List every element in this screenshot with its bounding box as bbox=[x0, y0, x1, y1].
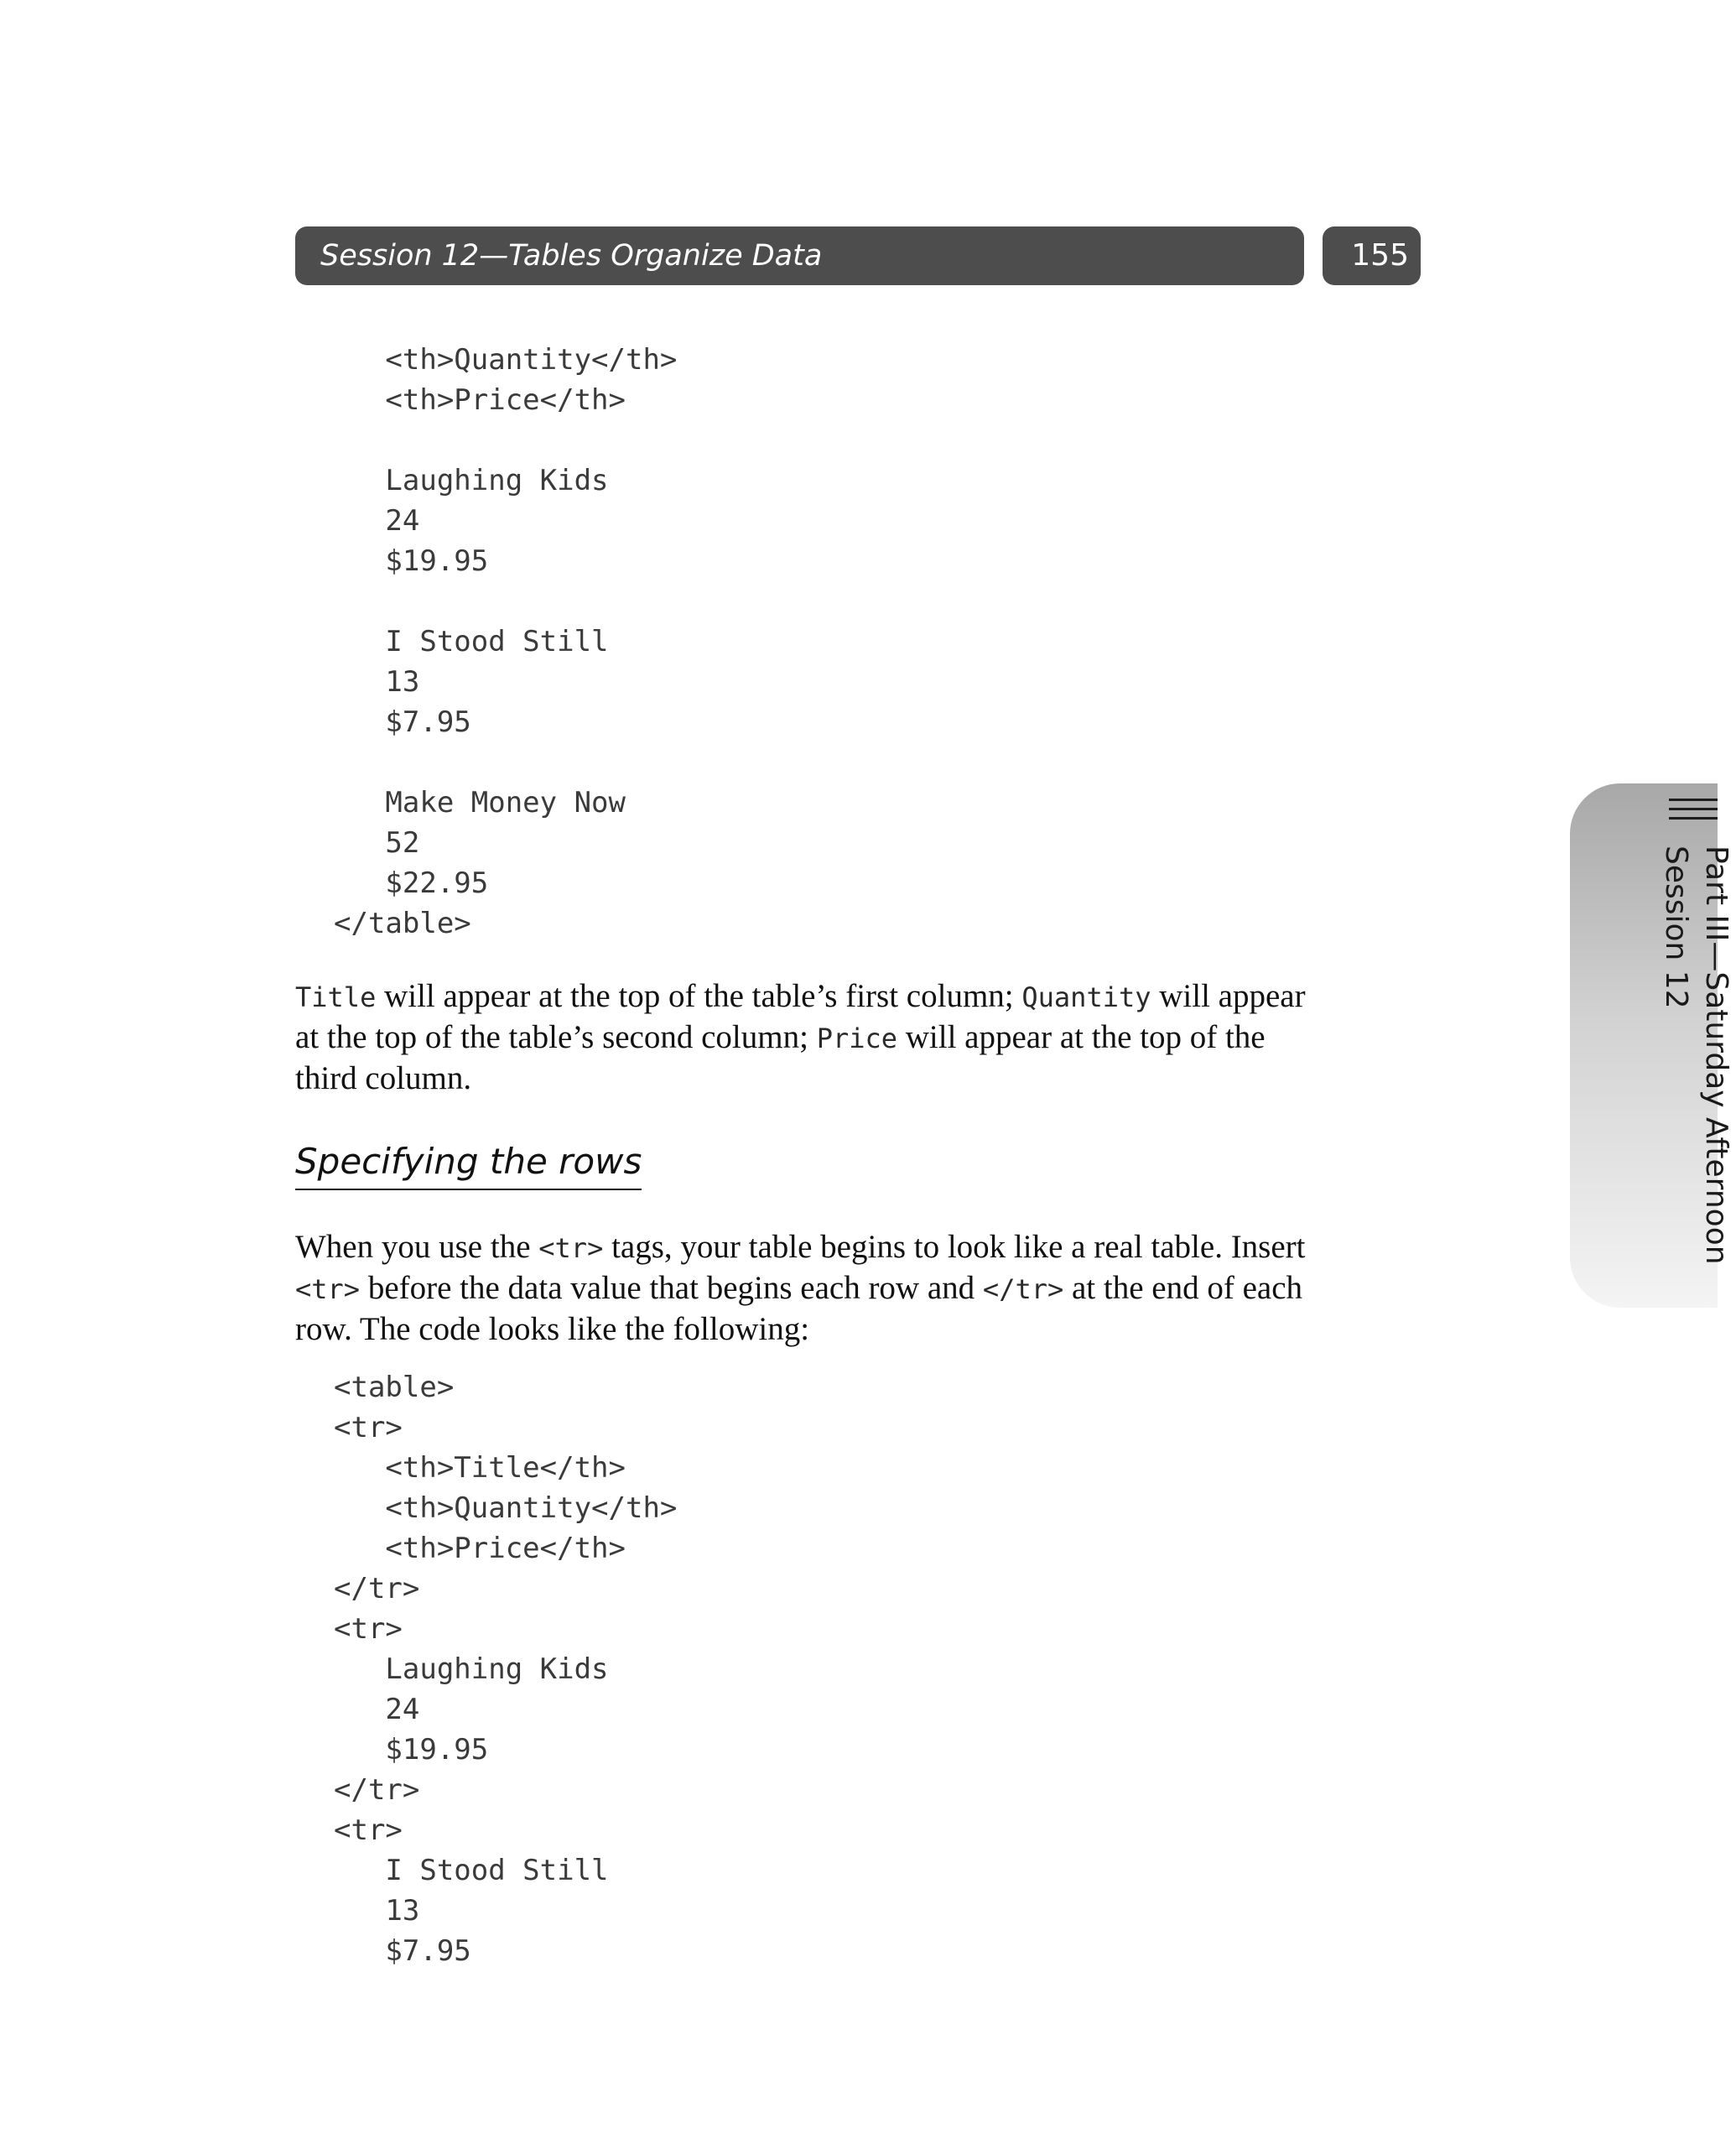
thumb-tab-part: Part III—Saturday Afternoon bbox=[1699, 846, 1733, 1265]
text-run: before the data value that begins each row and bbox=[360, 1270, 983, 1306]
code-line bbox=[334, 420, 677, 460]
code-line: <tr> bbox=[334, 1411, 403, 1444]
text-run: will appear bbox=[1151, 978, 1306, 1014]
text-run: at the end of each bbox=[1063, 1270, 1303, 1306]
text-line bbox=[295, 1017, 1419, 1059]
code-line: </tr> bbox=[334, 1773, 420, 1807]
inline-code: Title bbox=[295, 981, 377, 1013]
section-heading: Specifying the rows bbox=[295, 1137, 642, 1190]
code-line: 13 bbox=[334, 665, 420, 699]
code-line: <th>Title</th> bbox=[334, 1451, 626, 1485]
text-line bbox=[295, 1268, 1419, 1309]
code-line: Laughing Kids bbox=[334, 1652, 609, 1686]
text-run: When you use the bbox=[295, 1229, 539, 1265]
text-run: at the top of the table’s second column; bbox=[295, 1019, 817, 1055]
text-run: third column. bbox=[295, 1060, 472, 1096]
code-line: $19.95 bbox=[334, 1733, 489, 1767]
section-thumb-tab bbox=[1570, 783, 1733, 1308]
tab-decoration-lines bbox=[1669, 799, 1718, 826]
code-line: </tr> bbox=[334, 1572, 420, 1605]
code-line bbox=[334, 742, 677, 783]
paragraph-rows-explanation bbox=[295, 1227, 1419, 1350]
page-number: 155 bbox=[1351, 238, 1409, 273]
inline-code: Quantity bbox=[1021, 981, 1151, 1013]
code-line: 24 bbox=[334, 504, 420, 538]
text-run: tags, your table begins to look like a real table. Insert bbox=[603, 1229, 1306, 1265]
code-line: <table> bbox=[334, 1371, 455, 1404]
text-line bbox=[295, 1309, 1419, 1350]
code-line: <th>Quantity</th> bbox=[334, 343, 678, 377]
running-header-bar bbox=[295, 226, 1304, 285]
code-line bbox=[334, 581, 677, 622]
code-line: Laughing Kids bbox=[334, 464, 609, 497]
inline-code: </tr> bbox=[982, 1273, 1064, 1305]
text-run: row. The code looks like the following: bbox=[295, 1311, 810, 1347]
code-line: </table> bbox=[334, 907, 471, 940]
thumb-tab-label bbox=[1627, 846, 1736, 1298]
page-number-box bbox=[1323, 226, 1421, 285]
code-line: 52 bbox=[334, 826, 420, 860]
text-line bbox=[295, 976, 1419, 1017]
code-line: 13 bbox=[334, 1894, 420, 1928]
code-line: 24 bbox=[334, 1693, 420, 1726]
code-line: I Stood Still bbox=[334, 1854, 609, 1887]
inline-code: <tr> bbox=[538, 1232, 604, 1264]
code-line: <tr> bbox=[334, 1813, 403, 1847]
code-line: $22.95 bbox=[334, 866, 489, 900]
code-line: <tr> bbox=[334, 1612, 403, 1646]
code-block-table-rows bbox=[334, 1367, 677, 1971]
code-line: I Stood Still bbox=[334, 625, 609, 658]
text-line bbox=[295, 1059, 1419, 1099]
code-line: <th>Price</th> bbox=[334, 383, 626, 417]
code-line: $19.95 bbox=[334, 544, 489, 578]
text-line bbox=[295, 1227, 1419, 1268]
code-line: Make Money Now bbox=[334, 786, 626, 820]
code-line: $7.95 bbox=[334, 1934, 471, 1968]
text-run: will appear at the top of the bbox=[897, 1019, 1266, 1055]
text-run: will appear at the top of the table’s first column; bbox=[376, 978, 1022, 1014]
code-line: $7.95 bbox=[334, 705, 471, 739]
thumb-tab-session: Session 12 bbox=[1659, 846, 1693, 1009]
inline-code: Price bbox=[816, 1022, 898, 1054]
code-block-continued bbox=[334, 340, 677, 944]
code-line: <th>Quantity</th> bbox=[334, 1491, 678, 1525]
code-line: <th>Price</th> bbox=[334, 1532, 626, 1565]
inline-code: <tr> bbox=[295, 1273, 361, 1305]
paragraph-header-cells-explanation bbox=[295, 976, 1419, 1099]
running-header-title: Session 12—Tables Organize Data bbox=[320, 239, 823, 273]
